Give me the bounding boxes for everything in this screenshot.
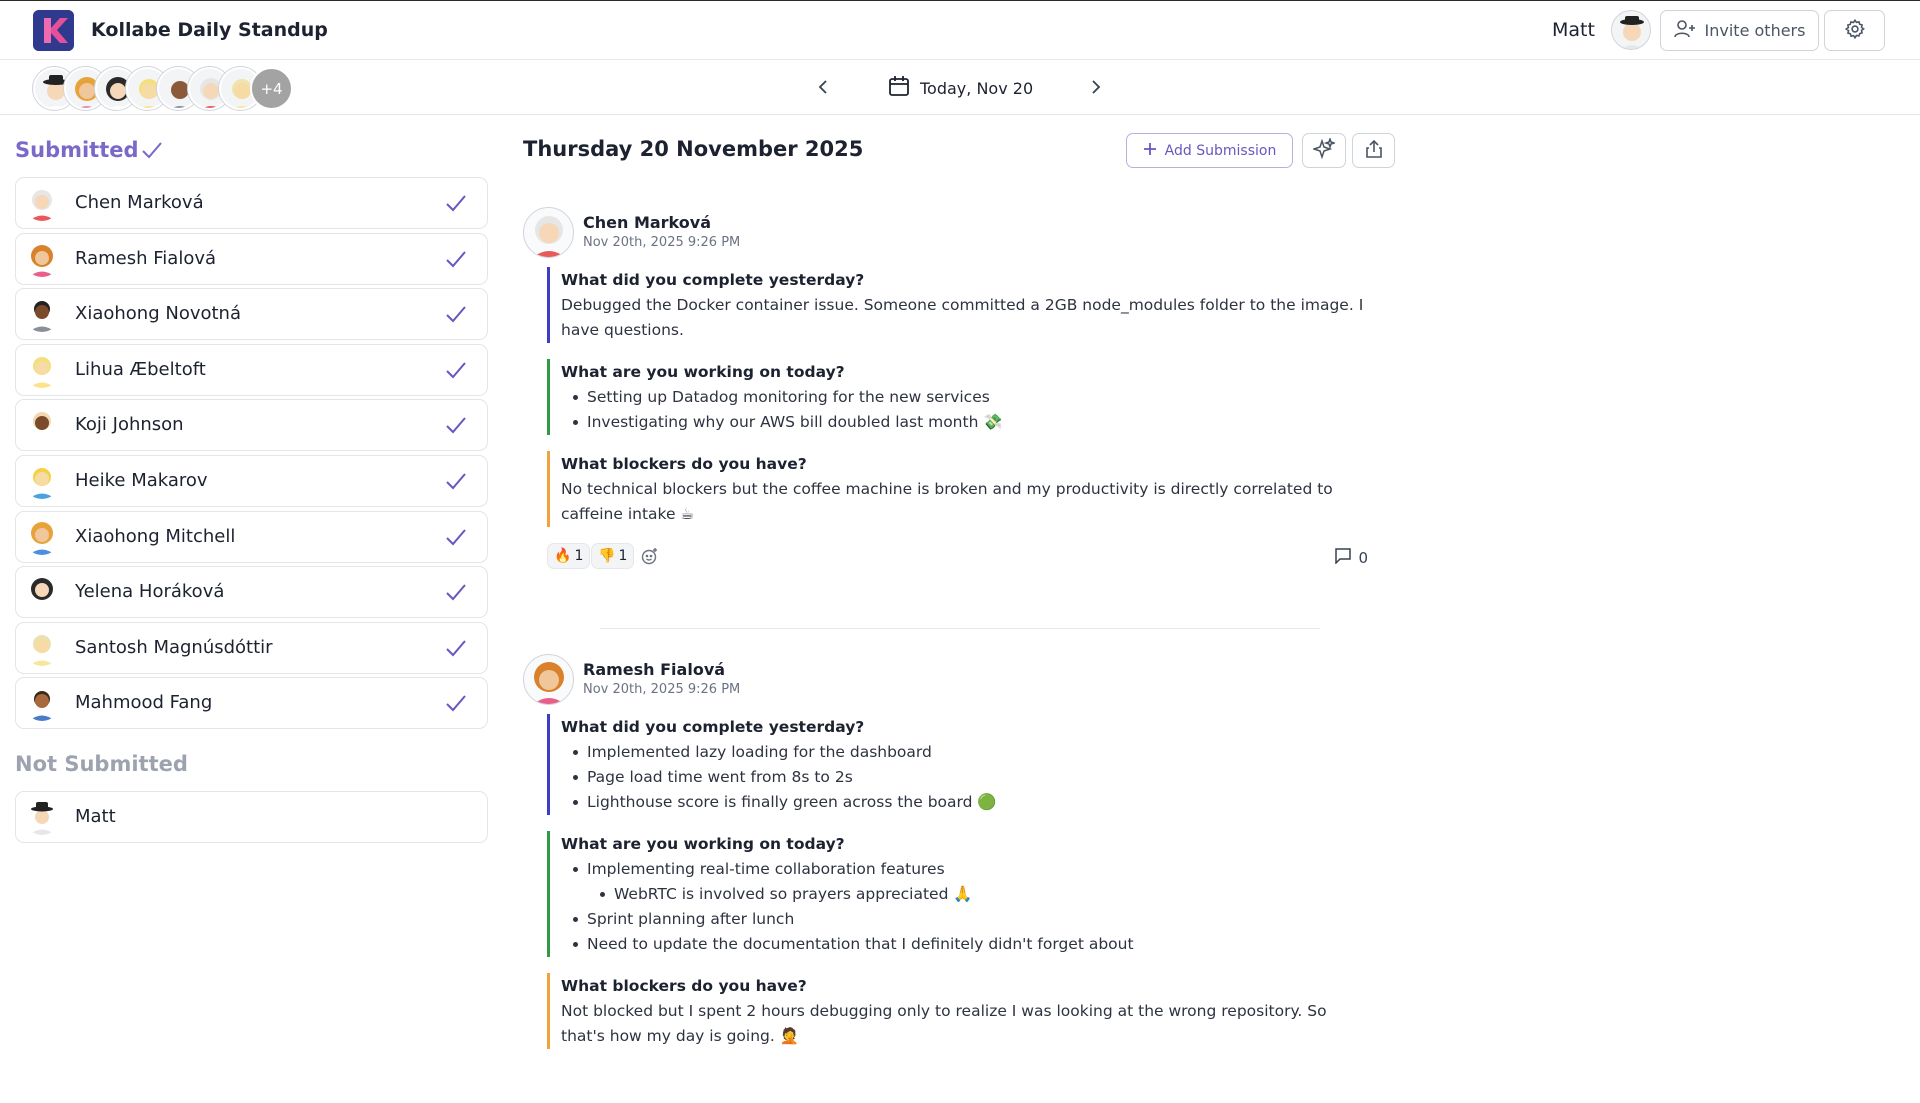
fire-emoji: 🔥 — [554, 548, 572, 564]
reaction-chip[interactable] — [591, 543, 634, 569]
person-name: Matt — [75, 806, 116, 827]
avatar[interactable] — [523, 654, 574, 705]
sparkles-icon — [1313, 138, 1335, 164]
submission-header — [523, 207, 1368, 267]
list-item: Page load time went from 8s to 2s — [561, 765, 1368, 790]
avatar — [24, 296, 60, 332]
person-name: Lihua Æbeltoft — [75, 358, 206, 380]
ai-summary-button[interactable] — [1302, 133, 1346, 168]
list-item: Implementing real-time collaboration features — [561, 857, 1368, 882]
avatar — [24, 352, 60, 388]
check-icon — [445, 304, 467, 328]
add-user-icon — [1674, 20, 1696, 42]
user-avatar[interactable] — [1611, 10, 1651, 50]
check-icon — [445, 193, 467, 217]
not-submitted-section-title: Not Submitted — [15, 752, 188, 776]
reaction-count: 1 — [574, 548, 584, 564]
person-name: Mahmood Fang — [75, 692, 213, 714]
avatar — [24, 799, 60, 835]
list-item: Sprint planning after lunch — [561, 907, 1368, 932]
chevron-left-icon — [818, 78, 828, 99]
share-button[interactable] — [1352, 133, 1395, 168]
check-icon — [445, 471, 467, 495]
answer-list — [561, 857, 1368, 957]
question-title: What are you working on today? — [561, 363, 845, 381]
person-name: Xiaohong Mitchell — [75, 525, 236, 547]
question-block — [547, 831, 1368, 957]
check-icon — [445, 582, 467, 606]
list-item[interactable] — [15, 233, 488, 285]
author-name: Ramesh Fialová — [583, 660, 726, 679]
plus-icon — [1143, 142, 1157, 160]
current-user-name: Matt — [1552, 19, 1595, 41]
next-day-button[interactable] — [1085, 75, 1107, 101]
list-item: Setting up Datadog monitoring for the new services — [561, 385, 1368, 410]
previous-day-button[interactable] — [812, 75, 834, 101]
reactions-bar — [547, 543, 1368, 573]
check-icon — [445, 638, 467, 662]
avatar — [24, 185, 60, 221]
settings-button[interactable] — [1824, 10, 1885, 51]
avatar — [24, 519, 60, 555]
list-item[interactable] — [15, 344, 488, 396]
answer-text: No technical blockers but the coffee machine is broken and my productivity is directly correlated to caffeine intake ☕ — [561, 480, 1333, 523]
add-reaction-icon[interactable] — [641, 547, 659, 569]
person-name: Yelena Horáková — [75, 581, 225, 603]
avatar — [24, 630, 60, 666]
submitted-list — [15, 177, 488, 733]
check-icon — [445, 249, 467, 273]
question-title: What did you complete yesterday? — [561, 718, 865, 736]
question-title: What did you complete yesterday? — [561, 271, 865, 289]
check-icon — [445, 527, 467, 551]
add-submission-button[interactable] — [1126, 133, 1293, 168]
comments-button[interactable] — [1334, 547, 1368, 568]
invite-others-button[interactable] — [1660, 10, 1819, 51]
person-name: Heike Makarov — [75, 469, 208, 491]
person-name: Xiaohong Novotná — [75, 303, 241, 325]
list-item[interactable] — [15, 511, 488, 563]
avatar — [24, 574, 60, 610]
avatar — [24, 407, 60, 443]
chevron-right-icon — [1091, 78, 1101, 99]
question-title: What are you working on today? — [561, 835, 845, 853]
list-item[interactable] — [15, 177, 488, 229]
author-name: Chen Marková — [583, 213, 711, 232]
reaction-chip[interactable] — [547, 543, 590, 569]
list-item[interactable] — [15, 791, 488, 843]
question-block — [547, 359, 1368, 435]
answer-list — [561, 385, 1368, 435]
check-icon — [141, 140, 163, 164]
question-title: What blockers do you have? — [561, 977, 807, 995]
person-name: Koji Johnson — [75, 414, 184, 436]
gear-icon — [1844, 18, 1866, 44]
share-icon — [1365, 139, 1383, 163]
answer-text: Debugged the Docker container issue. Someone committed a 2GB node_modules folder to the image. I have questions. — [561, 296, 1364, 339]
check-icon — [445, 415, 467, 439]
more-participants-badge[interactable]: +4 — [250, 67, 293, 110]
list-item: Lighthouse score is finally green across the board 🟢 — [561, 790, 1368, 815]
app-title: Kollabe Daily Standup — [91, 19, 328, 41]
list-item[interactable] — [15, 622, 488, 674]
submission-card — [523, 654, 1368, 1065]
submitted-section-title: Submitted — [15, 138, 139, 162]
question-title: What blockers do you have? — [561, 455, 807, 473]
list-item: WebRTC is involved so prayers appreciated 🙏 — [561, 882, 1368, 907]
comment-count: 0 — [1358, 548, 1368, 567]
reaction-count: 1 — [618, 548, 628, 564]
list-item[interactable] — [15, 399, 488, 451]
calendar-icon — [888, 75, 910, 101]
list-item[interactable] — [15, 566, 488, 618]
date-label: Today, Nov 20 — [920, 78, 1034, 98]
add-submission-label: Add Submission — [1164, 142, 1277, 159]
entry-divider — [600, 628, 1320, 629]
answer-text: Not blocked but I spent 2 hours debugging only to realize I was looking at the wrong repository. So that's how my day is going. 🤦 — [561, 1002, 1327, 1045]
invite-label: Invite others — [1704, 21, 1806, 40]
person-name: Ramesh Fialová — [75, 247, 217, 269]
question-block — [547, 267, 1368, 343]
not-submitted-list — [15, 791, 488, 847]
thumbs-down-emoji: 👎 — [598, 548, 616, 564]
comment-icon — [1334, 547, 1352, 568]
check-icon — [445, 360, 467, 384]
question-block — [547, 714, 1368, 815]
check-icon — [445, 693, 467, 717]
list-item[interactable] — [15, 288, 488, 340]
timestamp: Nov 20th, 2025 9:26 PM — [583, 235, 741, 250]
submission-card — [523, 207, 1368, 573]
person-name: Chen Marková — [75, 192, 204, 213]
date-picker[interactable] — [888, 74, 1033, 102]
date-toolbar — [0, 61, 1920, 115]
list-item: Investigating why our AWS bill doubled last month 💸 — [561, 410, 1368, 435]
list-item[interactable] — [15, 677, 488, 729]
answer-list — [561, 740, 1368, 815]
page-title: Thursday 20 November 2025 — [523, 137, 864, 161]
avatar[interactable] — [523, 207, 574, 258]
avatar — [24, 685, 60, 721]
list-item[interactable] — [15, 455, 488, 507]
person-name: Santosh Magnúsdóttir — [75, 636, 273, 658]
avatar — [24, 463, 60, 499]
app-logo[interactable] — [33, 10, 74, 51]
submission-header — [523, 654, 1368, 714]
list-item: Need to update the documentation that I definitely didn't forget about — [561, 932, 1368, 957]
timestamp: Nov 20th, 2025 9:26 PM — [583, 682, 741, 697]
question-block — [547, 973, 1368, 1049]
list-item: Implemented lazy loading for the dashboard — [561, 740, 1368, 765]
question-block — [547, 451, 1368, 527]
top-bar — [0, 0, 1920, 60]
avatar — [24, 241, 60, 277]
